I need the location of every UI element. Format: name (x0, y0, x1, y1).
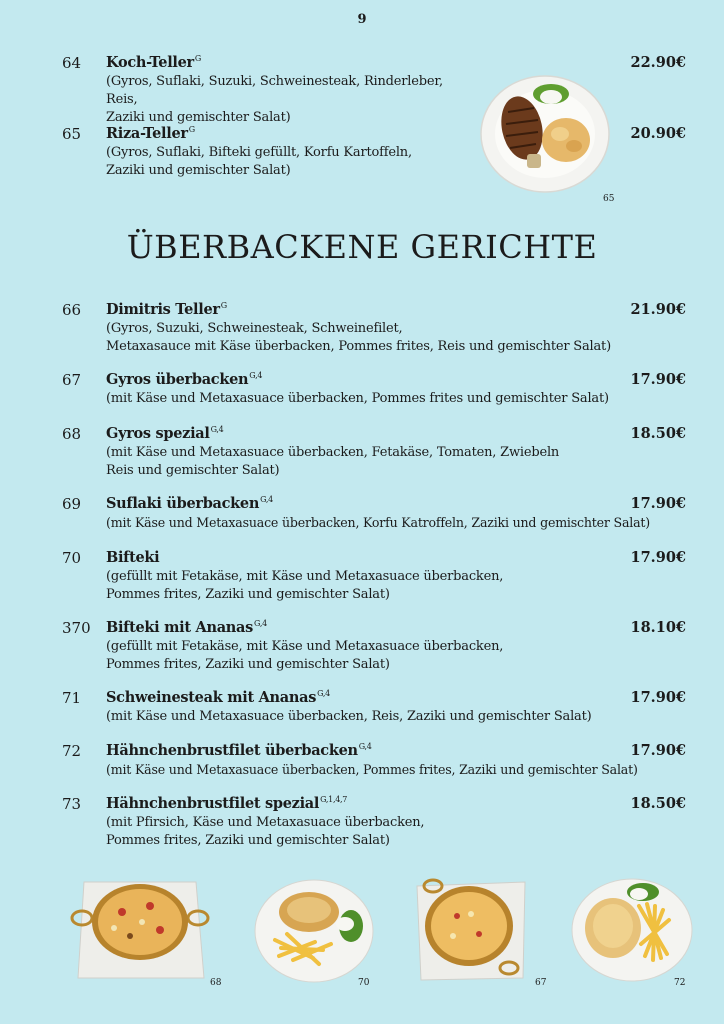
item-description: (mit Käse und Metaxasuace überbacken, Pommes frites, Zaziki und gemischter Salat) (106, 762, 638, 777)
dish-photo-67 (413, 876, 529, 984)
item-description: (mit Käse und Metaxasuace überbacken, Reis, Zaziki und gemischter Salat) (106, 709, 592, 724)
photo-caption: 67 (535, 978, 547, 988)
item-price: 17.90€ (630, 742, 686, 759)
item-price: 18.50€ (630, 425, 686, 442)
item-description: (mit Käse und Metaxasuace überbacken, Korfu Katroffeln, Zaziki und gemischter Salat) (106, 515, 650, 530)
item-name: Schweinesteak mit Ananas$^{G,4}$ (106, 689, 330, 706)
item-price: 18.10€ (630, 619, 686, 636)
item-description: (mit Pfirsich, Käse und Metaxasuace überbacken, Pommes frites, Zaziki und gemischter Salat) (106, 815, 425, 848)
photo-caption: 72 (674, 978, 686, 988)
section-title: ÜBERBACKENE GERICHTE (126, 228, 598, 266)
item-description: (Gyros, Suzuki, Schweinesteak, Schweinefilet, Metaxasauce mit Käse überbacken, Pommes frites, Reis und gemischter Salat) (106, 321, 611, 354)
item-price: 22.90€ (630, 54, 686, 71)
item-number: 68 (62, 425, 82, 443)
item-price: 20.90€ (630, 125, 686, 142)
item-name: Hähnchenbrustfilet spezial$^{G,1,4,7}$ (106, 795, 348, 812)
item-name: Gyros spezial$^{G,4}$ (106, 425, 224, 442)
item-description: (mit Käse und Metaxasuace überbacken, Pommes frites und gemischter Salat) (106, 391, 609, 406)
page-number: 9 (357, 12, 367, 27)
item-name: Koch-Teller$^G$ (106, 54, 201, 71)
item-price: 17.90€ (630, 371, 686, 388)
item-price: 17.90€ (630, 689, 686, 706)
item-price: 18.50€ (630, 795, 686, 812)
item-description: (Gyros, Suflaki, Suzuki, Schweinesteak, Rinderleber, Reis, Zaziki und gemischter Salat) (106, 74, 443, 125)
item-name: Gyros überbacken$^{G,4}$ (106, 371, 263, 388)
item-description: (gefüllt mit Fetakäse, mit Käse und Metaxasuace überbacken, Pommes frites, Zaziki und gemischter Salat) (106, 639, 504, 672)
item-number: 67 (62, 371, 82, 389)
item-description: (mit Käse und Metaxasuace überbacken, Fetakäse, Tomaten, Zwiebeln Reis und gemischter Salat) (106, 445, 560, 478)
item-number: 73 (62, 795, 82, 813)
dish-photo-70 (253, 878, 375, 984)
item-number: 71 (62, 689, 82, 707)
item-number: 69 (62, 495, 82, 513)
item-name: Bifteki mit Ananas$^{G,4}$ (106, 619, 267, 636)
item-price: 17.90€ (630, 549, 686, 566)
item-number: 370 (62, 619, 91, 637)
dish-photo-72 (569, 876, 695, 984)
item-number: 64 (62, 54, 82, 72)
photo-caption: 68 (210, 978, 222, 988)
item-description: (gefüllt mit Fetakäse, mit Käse und Metaxasuace überbacken, Pommes frites, Zaziki und gemischter Salat) (106, 569, 504, 602)
item-price: 21.90€ (630, 301, 686, 318)
dish-photo-65 (478, 72, 612, 196)
photo-caption: 65 (603, 194, 615, 204)
item-description: (Gyros, Suflaki, Bifteki gefüllt, Korfu Kartoffeln, Zaziki und gemischter Salat) (106, 145, 412, 178)
item-name: Suflaki überbacken$^{G,4}$ (106, 495, 273, 512)
item-name: Hähnchenbrustfilet überbacken$^{G,4}$ (106, 742, 372, 759)
dish-photo-68 (70, 876, 210, 984)
item-number: 66 (62, 301, 82, 319)
item-number: 65 (62, 125, 82, 143)
item-number: 70 (62, 549, 82, 567)
item-name: Bifteki (106, 549, 160, 566)
photo-caption: 70 (358, 978, 370, 988)
item-name: Riza-Teller$^G$ (106, 125, 195, 142)
item-name: Dimitris Teller$^G$ (106, 301, 227, 318)
item-price: 17.90€ (630, 495, 686, 512)
item-number: 72 (62, 742, 82, 760)
